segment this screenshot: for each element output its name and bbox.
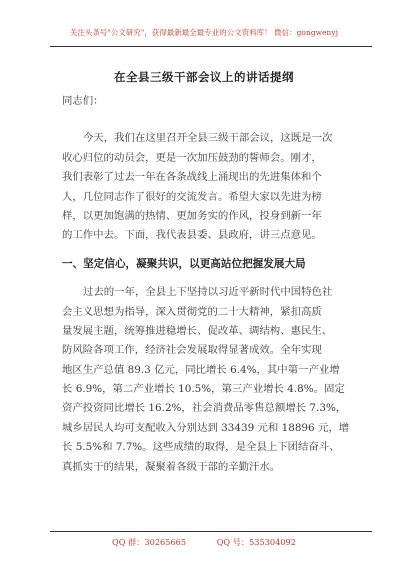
text-line: 防风险各项工作，经济社会发展取得显著成效。全年实现 [62,344,322,357]
text-line: 资产投资同比增长 16.2%，社会消费品零售总额增长 7.3%， [62,402,347,415]
text-line: 量发展主题，统筹推进稳增长、促改革、调结构、惠民生、 [62,324,333,337]
section-heading: 一、坚定信心，凝聚共识，以更高站位把握发展大局 [62,257,306,270]
document-body [62,92,348,477]
text-line: 的工作中去。下面，我代表县委、县政府，讲三点意见。 [62,229,322,242]
text-line: 真抓实干的结果，凝聚着各级干部的辛勤汗水。 [62,460,281,473]
header-divider [50,46,372,47]
text-line: 过去的一年，全县上下坚持以习近平新时代中国特色社 [83,286,333,299]
text-line: 样，以更加饱满的热情、更加务实的作风，投身到新一年 [62,209,322,222]
text-line: 我们表彰了过去一年在各条战线上涌现出的先进集体和个 [62,171,322,184]
qq-number: QQ 号：535304092 [216,537,296,547]
text-line: 长 5.5%和 7.7%。这些成绩的取得，是全县上下团结奋斗、 [62,441,340,454]
text-line: 地区生产总值 89.3 亿元，同比增长 6.4%，其中第一产业增 [62,363,340,376]
text-line: 人，几位同志作了很好的交流发言。希望大家以先进为榜 [62,190,322,203]
footer-contact [0,537,408,548]
text-line: 收心归位的动员会，更是一次加压鼓劲的誓师会。刚才， [62,151,322,164]
page-title: 在全县三级干部会议上的讲话提纲 [114,70,294,84]
text-line: 今天，我们在这里召开全县三级干部会议，这既是一次 [83,132,333,145]
text-line: 会主义思想为指导，深入贯彻党的二十大精神，紧扣高质 [62,305,322,318]
footer-divider [50,531,372,532]
text-line: 长 6.9%，第二产业增长 10.5%，第三产业增长 4.8%。固定 [62,383,345,396]
greeting: 同志们： [62,95,104,107]
paragraph-review [62,283,348,477]
paragraph-intro [62,129,348,245]
text-line: 城乡居民人均可支配收入分别达到 33439 元和 18896 元，增 [62,421,350,434]
qq-group-number: QQ 群：30265665 [112,537,187,547]
header-note: 关注头条号"公文研究"，获得最新最全最专业的公文资料库！ 微信：gongwenyj [69,28,339,37]
